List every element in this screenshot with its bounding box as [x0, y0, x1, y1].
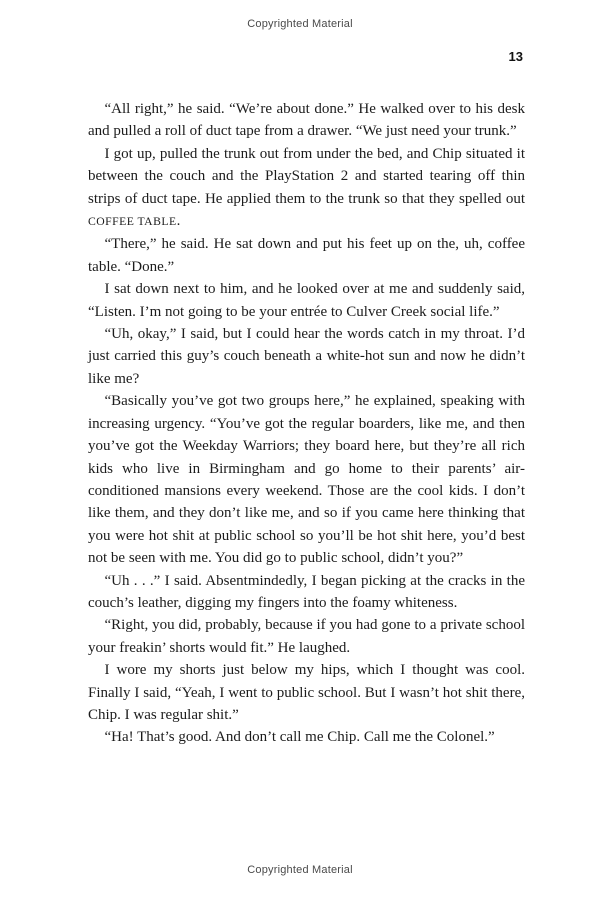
paragraph-2-text-pre: I got up, pulled the trunk out from under the bed, and Chip situated it between the couch and the PlayStation 2 and started tearing off thin strips of duct tape. He applied them to the trunk so that they spelled out — [88, 145, 525, 207]
paragraph-2-text-post: . — [176, 213, 181, 230]
paragraph-5: “Uh, okay,” I said, but I could hear the words catch in my throat. I’d just carried this guy’s couch beneath a white-hot sun and now he didn’t like me? — [88, 326, 525, 387]
paragraph-1: “All right,” he said. “We’re about done.” He walked over to his desk and pulled a roll of duct tape from a drawer. “We just need your trunk.” — [88, 101, 525, 140]
paragraph-4: I sat down next to him, and he looked over at me and suddenly said, “Listen. I’m not going to be your entrée to Culver Creek social life.” — [88, 281, 525, 320]
copyright-notice-bottom: Copyrighted Material — [247, 864, 353, 876]
paragraph-9: I wore my shorts just below my hips, which I thought was cool. Finally I said, “Yeah, I went to public school. But I wasn’t hot shit there, Chip. I was regular shit.” — [88, 662, 525, 723]
paragraph-6: “Basically you’ve got two groups here,” he explained, speaking with increasing urgency. “You’ve got the regular boarders, like me, and then you’ve got the Weekday Warriors; they board here, but they’re all rich kids who live in Birmingham and go home to their parents’ air-conditioned mansions every weekend. Those are the cool kids. I don’t like them, and they don’t like me, and so if you came here thinking that you were hot shit at public school so you’ll be hot shit here, you’d best not be seen with me. You did go to public school, didn’t you?” — [88, 393, 525, 567]
paragraph-8: “Right, you did, probably, because if you had gone to a private school your freakin’ shorts would fit.” He laughed. — [88, 617, 525, 656]
paragraph-7: “Uh . . .” I said. Absentmindedly, I began picking at the cracks in the couch’s leather, digging my fingers into the foamy whiteness. — [88, 572, 525, 611]
paragraph-10: “Ha! That’s good. And don’t call me Chip. Call me the Colonel.” — [104, 729, 495, 746]
body-text — [88, 98, 525, 749]
copyright-notice-top: Copyrighted Material — [247, 18, 353, 30]
page-number: 13 — [508, 49, 523, 64]
coffee-table-smallcaps: COFFEE TABLE — [88, 215, 177, 229]
paragraph-3: “There,” he said. He sat down and put his feet up on the, uh, coffee table. “Done.” — [88, 236, 525, 275]
paragraph-2 — [88, 143, 525, 234]
